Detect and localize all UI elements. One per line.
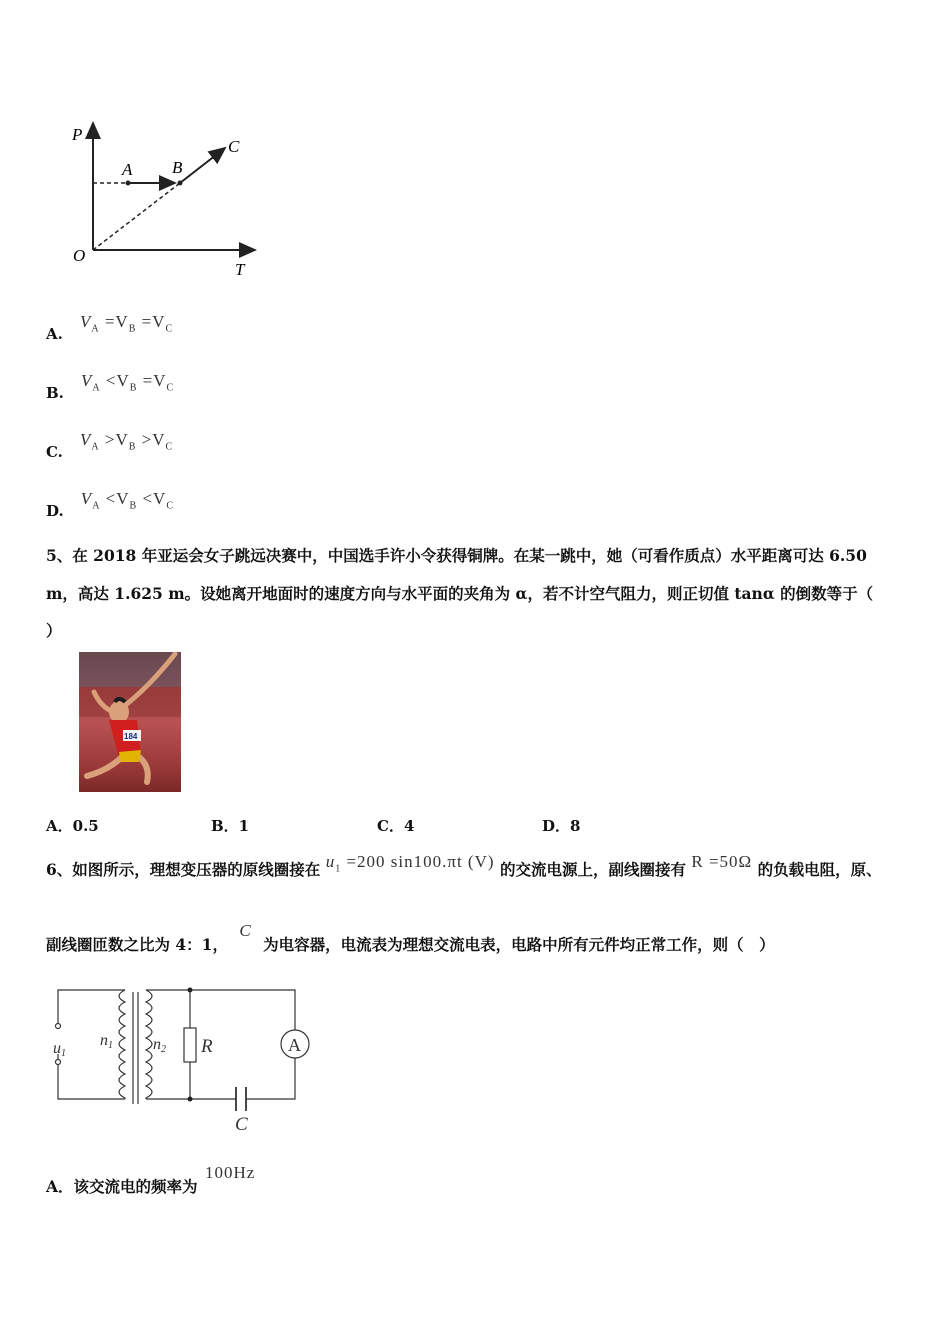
n2-label: n2 <box>153 1036 166 1055</box>
axis-p-label: P <box>72 125 83 144</box>
q5-line-3: ） <box>46 621 62 640</box>
point-c-label: C <box>228 137 240 156</box>
option-label: A. <box>46 325 63 343</box>
q5-option-b[interactable]: B．1 <box>211 817 250 835</box>
point-b-label: B <box>172 158 183 177</box>
dashed-diagonal <box>93 183 180 250</box>
q5-line-1: 5、在 2018 年亚运会女子跳远决赛中，中国选手许小令获得铜牌。在某一跳中，她（可看作质点）水平距离可达 6.50 <box>46 546 867 565</box>
option-expression: $V_A <V_B <V_C$ <box>80 489 175 512</box>
point-a-label: A <box>122 160 133 179</box>
point-b-dot <box>178 181 183 186</box>
option-expression: $V_A >V_B >V_C$ <box>80 430 174 453</box>
q6-option-a-value: 100Hz <box>204 1163 256 1182</box>
q4-option-a[interactable] <box>46 312 174 343</box>
u1-label: u1 <box>53 1040 66 1059</box>
junction-top <box>188 988 193 993</box>
axis-t-label: T <box>235 260 245 279</box>
q6-option-a-text: A．该交流电的频率为 <box>46 1177 198 1196</box>
option-expression: $V_A <V_B =V_C$ <box>81 371 175 394</box>
q6-text-line2b: 为电容器，电流表为理想交流电表，电路中所有元件均正常工作，则（ ） <box>263 935 775 954</box>
bib-number: 184 <box>124 732 138 741</box>
long-jump-photo <box>79 652 181 792</box>
q6-text-line2a: 副线圈匝数之比为 4：1， <box>46 935 228 954</box>
q5-option-a[interactable]: A．0.5 <box>46 817 99 835</box>
q4-option-c[interactable] <box>46 430 174 461</box>
option-label: B. <box>46 384 64 402</box>
q5-option-c[interactable]: C．4 <box>377 817 415 835</box>
ammeter-label: A <box>288 1035 301 1055</box>
bc-segment <box>180 148 225 183</box>
n1-label: n1 <box>100 1032 113 1051</box>
q6-text-part2: 的交流电源上，副线圈接有 <box>499 860 686 879</box>
option-expression: $V_A =V_B =V_C$ <box>79 312 174 335</box>
q6-text-part3: 的负载电阻，原、 <box>757 860 882 879</box>
q6-formula-resistor: R =50Ω <box>691 852 753 871</box>
q6-line-1 <box>46 851 882 896</box>
q5-line-2: m，高达 1.625 m。设她离开地面时的速度方向与水平面的夹角为 α，若不计空气阻力，则正切值 tanα 的倒数等于（ <box>46 584 874 603</box>
point-a-dot <box>126 181 131 186</box>
q6-line-2 <box>46 921 775 964</box>
option-label: D. <box>46 502 64 520</box>
pt-graph <box>60 115 270 285</box>
q6-text-part1: 6、如图所示，理想变压器的原线圈接在 <box>46 860 321 879</box>
option-label: C. <box>46 443 63 461</box>
origin-label: O <box>73 246 86 265</box>
q6-option-a[interactable] <box>46 1163 256 1206</box>
transformer-circuit <box>50 982 320 1142</box>
q6-formula-source: $u_1 =200$ sin100.πt (V) <box>325 852 495 875</box>
q4-option-b[interactable] <box>46 371 175 402</box>
c-label: C <box>235 1114 248 1135</box>
r-label: R <box>201 1036 213 1057</box>
q5-option-d[interactable]: D．8 <box>542 817 581 835</box>
junction-bottom <box>188 1097 193 1102</box>
q4-option-d[interactable] <box>46 489 175 520</box>
q6-capacitor-symbol: C <box>239 921 252 940</box>
